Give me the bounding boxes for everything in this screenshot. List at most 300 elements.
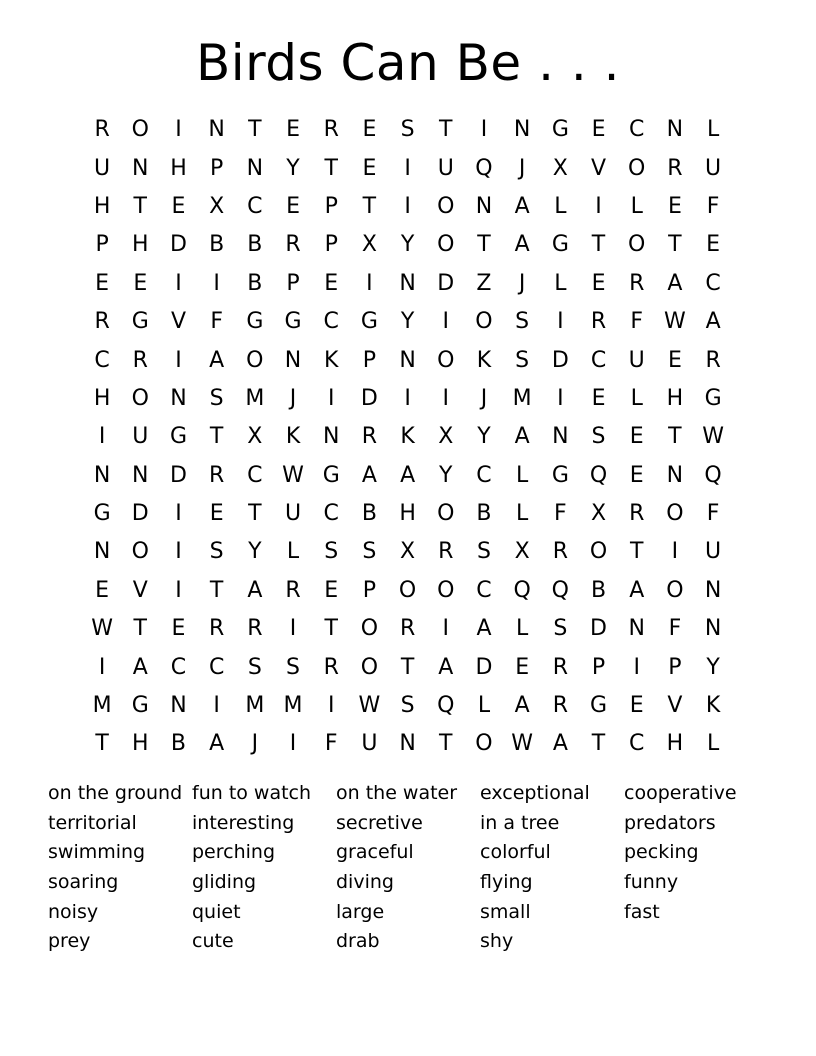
grid-letter[interactable]: I <box>366 270 373 296</box>
grid-letter[interactable]: S <box>515 347 530 373</box>
grid-letter[interactable]: N <box>246 155 264 181</box>
grid-letter[interactable]: H <box>132 232 149 258</box>
grid-letter[interactable]: I <box>480 117 488 143</box>
grid-letter[interactable]: G <box>93 501 111 527</box>
grid-letter[interactable]: F <box>706 193 720 219</box>
grid-letter[interactable]: I <box>289 616 297 642</box>
grid-letter[interactable]: V <box>132 577 148 603</box>
grid-letter[interactable]: I <box>175 577 182 603</box>
grid-letter[interactable]: O <box>437 193 455 219</box>
grid-letter[interactable]: C <box>705 270 721 296</box>
grid-letter[interactable]: W <box>282 462 304 488</box>
grid-letter[interactable]: A <box>514 424 530 450</box>
grid-letter[interactable]: O <box>437 347 455 373</box>
grid-letter[interactable]: Q <box>475 155 493 181</box>
grid-letter[interactable]: T <box>439 731 453 757</box>
grid-letter[interactable]: E <box>706 232 721 258</box>
grid-letter[interactable]: N <box>284 347 302 373</box>
grid-letter[interactable]: T <box>324 616 338 642</box>
grid-letter[interactable]: S <box>324 539 339 565</box>
grid-letter[interactable]: V <box>591 155 607 181</box>
grid-letter[interactable]: R <box>552 693 568 719</box>
grid-letter[interactable]: A <box>438 654 454 680</box>
grid-letter[interactable]: A <box>476 616 492 642</box>
grid-letter[interactable]: E <box>591 117 606 143</box>
grid-letter[interactable]: R <box>323 654 339 680</box>
grid-letter[interactable]: E <box>667 347 682 373</box>
grid-letter[interactable]: A <box>209 347 225 373</box>
grid-letter[interactable]: N <box>170 693 187 719</box>
grid-letter[interactable]: Y <box>439 462 453 488</box>
word-list-item: graceful <box>336 841 414 864</box>
grid-letter[interactable]: C <box>590 347 607 373</box>
grid-letter[interactable]: B <box>247 270 263 296</box>
grid-letter[interactable]: L <box>554 270 567 296</box>
grid-letter[interactable]: I <box>289 731 297 757</box>
grid-letter[interactable]: A <box>514 193 530 219</box>
grid-letter[interactable]: L <box>630 385 643 411</box>
grid-letter[interactable]: T <box>248 117 262 143</box>
grid-letter[interactable]: R <box>552 539 568 565</box>
grid-letter[interactable]: D <box>590 616 607 642</box>
grid-letter[interactable]: O <box>628 155 646 181</box>
grid-letter[interactable]: T <box>133 616 147 642</box>
grid-letter[interactable]: L <box>516 462 529 488</box>
grid-letter[interactable]: C <box>629 731 645 757</box>
grid-letter[interactable]: L <box>516 616 529 642</box>
grid-letter[interactable]: H <box>399 501 416 527</box>
grid-letter[interactable]: E <box>171 193 186 219</box>
grid-letter[interactable]: G <box>551 462 569 488</box>
grid-letter[interactable]: G <box>704 385 722 411</box>
grid-letter[interactable]: S <box>400 117 415 143</box>
grid-letter[interactable]: H <box>132 731 149 757</box>
grid-letter[interactable]: S <box>362 539 377 565</box>
grid-letter[interactable]: X <box>361 232 377 258</box>
grid-letter[interactable]: I <box>98 654 106 680</box>
grid-letter[interactable]: M <box>283 693 303 719</box>
grid-letter[interactable]: B <box>247 232 263 258</box>
grid-letter[interactable]: I <box>557 309 564 335</box>
grid-letter[interactable]: A <box>209 731 225 757</box>
grid-letter[interactable]: O <box>360 616 379 642</box>
grid-letter[interactable]: I <box>671 539 679 565</box>
grid-letter[interactable]: D <box>169 462 187 488</box>
grid-letter[interactable]: U <box>705 539 722 565</box>
grid-letter[interactable]: R <box>438 539 454 565</box>
grid-letter[interactable]: U <box>132 424 149 450</box>
grid-letter[interactable]: T <box>209 577 224 603</box>
grid-letter[interactable]: R <box>705 347 721 373</box>
grid-letter[interactable]: P <box>324 193 338 219</box>
grid-letter[interactable]: P <box>362 347 377 373</box>
grid-letter[interactable]: C <box>94 347 110 373</box>
grid-letter[interactable]: Q <box>437 693 455 719</box>
grid-letter[interactable]: T <box>209 424 224 450</box>
grid-letter[interactable]: E <box>95 577 110 603</box>
grid-letter[interactable]: N <box>322 424 340 450</box>
grid-letter[interactable]: D <box>437 270 455 296</box>
grid-letter[interactable]: F <box>554 501 567 527</box>
grid-letter[interactable]: R <box>94 309 110 335</box>
grid-letter[interactable]: H <box>666 731 684 757</box>
grid-letter[interactable]: I <box>595 193 602 219</box>
grid-letter[interactable]: S <box>286 654 301 680</box>
grid-letter[interactable]: O <box>589 539 608 565</box>
grid-letter[interactable]: E <box>209 501 224 527</box>
grid-letter[interactable]: N <box>93 462 111 488</box>
grid-letter[interactable]: E <box>362 155 377 181</box>
grid-letter[interactable]: P <box>286 270 300 296</box>
grid-letter[interactable]: B <box>590 577 607 603</box>
grid-letter[interactable]: T <box>668 424 682 450</box>
grid-letter[interactable]: O <box>246 347 264 373</box>
grid-letter[interactable]: K <box>324 347 339 373</box>
grid-letter[interactable]: U <box>705 155 722 181</box>
grid-letter[interactable]: E <box>324 577 339 603</box>
grid-letter[interactable]: B <box>170 731 187 757</box>
grid-letter[interactable]: F <box>706 501 720 527</box>
grid-letter[interactable]: R <box>629 270 645 296</box>
grid-letter[interactable]: V <box>667 693 683 719</box>
grid-letter[interactable]: M <box>245 693 265 719</box>
grid-letter[interactable]: O <box>437 232 455 258</box>
grid-letter[interactable]: U <box>361 731 378 757</box>
grid-letter[interactable]: I <box>633 654 640 680</box>
grid-letter[interactable]: R <box>399 616 416 642</box>
grid-letter[interactable]: M <box>512 385 532 411</box>
grid-letter[interactable]: L <box>516 501 529 527</box>
grid-letter[interactable]: E <box>629 693 644 719</box>
grid-letter[interactable]: C <box>629 117 645 143</box>
grid-letter[interactable]: L <box>554 193 567 219</box>
grid-letter[interactable]: P <box>324 232 338 258</box>
grid-letter[interactable]: I <box>404 385 411 411</box>
grid-letter[interactable]: Y <box>400 309 415 335</box>
grid-letter[interactable]: N <box>132 462 149 488</box>
word-list-item: drab <box>336 930 380 953</box>
grid-letter[interactable]: H <box>170 155 187 181</box>
word-list-item: interesting <box>192 811 295 834</box>
grid-letter[interactable]: U <box>94 155 111 181</box>
grid-letter[interactable]: T <box>95 731 109 757</box>
grid-letter[interactable]: Q <box>551 577 569 603</box>
grid-letter[interactable]: F <box>210 309 223 335</box>
grid-letter[interactable]: E <box>667 193 682 219</box>
word-list-item: on the ground <box>48 782 183 805</box>
grid-row <box>83 687 733 725</box>
grid-letter[interactable]: E <box>591 270 606 296</box>
grid-letter[interactable]: W <box>511 731 534 757</box>
grid-letter[interactable]: P <box>591 654 606 680</box>
word-search-grid <box>83 111 733 764</box>
grid-letter[interactable]: E <box>591 385 606 411</box>
grid-letter[interactable]: G <box>551 117 569 143</box>
grid-letter[interactable]: C <box>323 309 339 335</box>
grid-letter[interactable]: O <box>666 577 684 603</box>
grid-letter[interactable]: R <box>323 117 339 143</box>
grid-letter[interactable]: N <box>704 616 722 642</box>
grid-letter[interactable]: P <box>668 654 682 680</box>
grid-letter[interactable]: H <box>93 193 111 219</box>
grid-letter[interactable]: X <box>514 539 530 565</box>
grid-letter[interactable]: I <box>557 385 564 411</box>
grid-letter[interactable]: T <box>324 155 338 181</box>
grid-letter[interactable]: X <box>438 424 454 450</box>
grid-letter[interactable]: I <box>175 347 182 373</box>
grid-letter[interactable]: N <box>704 577 722 603</box>
grid-letter[interactable]: S <box>400 693 415 719</box>
grid-letter[interactable]: G <box>360 309 378 335</box>
grid-letter[interactable]: J <box>518 155 526 181</box>
grid-letter[interactable]: T <box>439 117 453 143</box>
grid-letter[interactable]: X <box>590 501 607 527</box>
grid-letter[interactable]: S <box>209 385 224 411</box>
grid-letter[interactable]: P <box>95 232 109 258</box>
grid-letter[interactable]: T <box>591 731 606 757</box>
grid-letter[interactable]: K <box>705 693 721 719</box>
grid-letter[interactable]: U <box>437 155 454 181</box>
grid-letter[interactable]: L <box>706 117 720 143</box>
grid-letter[interactable]: T <box>591 232 606 258</box>
grid-letter[interactable]: A <box>514 693 530 719</box>
grid-letter[interactable]: N <box>628 616 645 642</box>
grid-letter[interactable]: N <box>399 270 416 296</box>
grid-letter[interactable]: G <box>551 232 569 258</box>
grid-letter[interactable]: F <box>324 731 338 757</box>
grid-letter[interactable]: G <box>590 693 608 719</box>
grid-letter[interactable]: L <box>706 731 720 757</box>
grid-letter[interactable]: A <box>552 731 568 757</box>
grid-letter[interactable]: I <box>327 693 335 719</box>
grid-letter[interactable]: B <box>209 232 225 258</box>
grid-letter[interactable]: H <box>93 385 111 411</box>
grid-letter[interactable]: O <box>131 385 149 411</box>
grid-letter[interactable]: O <box>437 501 455 527</box>
grid-letter[interactable]: Z <box>476 270 492 296</box>
grid-letter[interactable]: O <box>131 539 149 565</box>
grid-letter[interactable]: A <box>361 462 377 488</box>
grid-letter[interactable]: R <box>209 462 225 488</box>
grid-letter[interactable]: N <box>552 424 569 450</box>
grid-letter[interactable]: O <box>628 232 646 258</box>
grid-letter[interactable]: Y <box>706 654 720 680</box>
grid-letter[interactable]: O <box>475 309 493 335</box>
grid-letter[interactable]: C <box>476 462 492 488</box>
grid-letter[interactable]: J <box>289 385 297 411</box>
grid-letter[interactable]: I <box>442 309 450 335</box>
grid-letter[interactable]: W <box>664 309 686 335</box>
grid-letter[interactable]: R <box>247 616 263 642</box>
grid-letter[interactable]: A <box>132 654 148 680</box>
grid-letter[interactable]: R <box>285 577 301 603</box>
grid-letter[interactable]: X <box>209 193 225 219</box>
grid-letter[interactable]: A <box>629 577 645 603</box>
grid-letter[interactable]: J <box>518 270 526 296</box>
grid-letter[interactable]: A <box>667 270 683 296</box>
grid-letter[interactable]: X <box>552 155 568 181</box>
grid-letter[interactable]: T <box>133 193 147 219</box>
grid-letter[interactable]: E <box>515 654 530 680</box>
grid-letter[interactable]: K <box>476 347 492 373</box>
grid-letter[interactable]: J <box>251 731 259 757</box>
grid-letter[interactable]: L <box>630 193 643 219</box>
grid-letter[interactable]: R <box>285 232 301 258</box>
grid-letter[interactable]: P <box>210 155 224 181</box>
grid-letter[interactable]: V <box>170 309 186 335</box>
grid-letter[interactable]: T <box>248 501 262 527</box>
grid-letter[interactable]: E <box>324 270 339 296</box>
grid-letter[interactable]: U <box>628 347 645 373</box>
grid-letter[interactable]: O <box>437 577 455 603</box>
grid-letter[interactable]: N <box>475 193 493 219</box>
grid-letter[interactable]: N <box>399 731 416 757</box>
grid-letter[interactable]: T <box>477 232 491 258</box>
grid-letter[interactable]: N <box>399 347 416 373</box>
grid-letter[interactable]: G <box>322 462 340 488</box>
grid-letter[interactable]: P <box>362 577 377 603</box>
grid-letter[interactable]: I <box>98 424 106 450</box>
grid-letter[interactable]: M <box>92 693 112 719</box>
grid-letter[interactable]: S <box>591 424 606 450</box>
grid-letter[interactable]: C <box>247 462 263 488</box>
grid-letter[interactable]: E <box>362 117 377 143</box>
grid-letter[interactable]: C <box>170 654 187 680</box>
grid-letter[interactable]: S <box>553 616 568 642</box>
grid-letter[interactable]: B <box>361 501 377 527</box>
grid-letter[interactable]: W <box>358 693 381 719</box>
grid-letter[interactable]: G <box>131 309 149 335</box>
grid-letter[interactable]: T <box>400 654 415 680</box>
grid-letter[interactable]: C <box>323 501 339 527</box>
grid-letter[interactable]: D <box>360 385 378 411</box>
grid-letter[interactable]: K <box>285 424 301 450</box>
grid-letter[interactable]: E <box>171 616 186 642</box>
grid-letter[interactable]: E <box>133 270 148 296</box>
grid-letter[interactable]: A <box>400 462 416 488</box>
grid-letter[interactable]: N <box>208 117 225 143</box>
word-list-item: fun to watch <box>192 782 312 805</box>
grid-letter[interactable]: S <box>247 654 262 680</box>
grid-letter[interactable]: C <box>247 193 263 219</box>
grid-letter[interactable]: R <box>94 117 110 143</box>
grid-letter[interactable]: I <box>404 193 411 219</box>
grid-letter[interactable]: S <box>209 539 224 565</box>
grid-letter[interactable]: N <box>93 539 111 565</box>
grid-letter[interactable]: M <box>245 385 265 411</box>
grid-letter[interactable]: E <box>629 462 644 488</box>
grid-letter[interactable]: G <box>284 309 302 335</box>
grid-letter[interactable]: D <box>551 347 569 373</box>
grid-letter[interactable]: N <box>170 385 187 411</box>
grid-letter[interactable]: R <box>132 347 148 373</box>
grid-letter[interactable]: F <box>668 616 682 642</box>
grid-letter[interactable]: G <box>246 309 264 335</box>
grid-letter[interactable]: E <box>286 117 300 143</box>
grid-letter[interactable]: I <box>213 693 220 719</box>
grid-letter[interactable]: G <box>131 693 149 719</box>
grid-letter[interactable]: I <box>327 385 335 411</box>
grid-letter[interactable]: I <box>442 616 450 642</box>
grid-letter[interactable]: O <box>666 501 684 527</box>
grid-letter[interactable]: E <box>629 424 644 450</box>
grid-letter[interactable]: G <box>169 424 187 450</box>
grid-letter[interactable]: C <box>476 577 492 603</box>
grid-letter[interactable]: H <box>666 385 684 411</box>
grid-row <box>83 380 733 418</box>
grid-letter[interactable]: E <box>95 270 110 296</box>
grid-letter[interactable]: W <box>702 424 724 450</box>
grid-letter[interactable]: Y <box>286 155 300 181</box>
grid-letter[interactable]: A <box>514 232 530 258</box>
grid-letter[interactable]: I <box>175 270 182 296</box>
grid-letter[interactable]: K <box>400 424 415 450</box>
grid-letter[interactable]: O <box>360 654 379 680</box>
grid-letter[interactable]: N <box>666 117 684 143</box>
grid-letter[interactable]: R <box>361 424 378 450</box>
grid-letter[interactable]: T <box>668 232 682 258</box>
grid-letter[interactable]: Y <box>248 539 262 565</box>
grid-letter[interactable]: D <box>131 501 149 527</box>
grid-letter[interactable]: R <box>667 155 683 181</box>
grid-letter[interactable]: Q <box>513 577 531 603</box>
grid-letter[interactable]: A <box>705 309 721 335</box>
grid-letter[interactable]: Y <box>477 424 491 450</box>
grid-letter[interactable]: I <box>213 270 220 296</box>
grid-letter[interactable]: D <box>475 654 493 680</box>
grid-letter[interactable]: R <box>209 616 225 642</box>
grid-letter[interactable]: B <box>476 501 492 527</box>
grid-letter[interactable]: J <box>480 385 488 411</box>
grid-letter[interactable]: F <box>630 309 644 335</box>
grid-letter[interactable]: O <box>475 731 493 757</box>
grid-letter[interactable]: X <box>247 424 263 450</box>
grid-letter[interactable]: I <box>175 539 182 565</box>
grid-letter[interactable]: C <box>208 654 225 680</box>
grid-letter[interactable]: Y <box>400 232 415 258</box>
grid-letter[interactable]: L <box>286 539 300 565</box>
grid-letter[interactable]: X <box>400 539 416 565</box>
grid-letter[interactable]: R <box>629 501 645 527</box>
grid-letter[interactable]: N <box>132 155 149 181</box>
grid-letter[interactable]: T <box>629 539 644 565</box>
grid-letter[interactable]: R <box>552 654 568 680</box>
grid-letter[interactable]: I <box>175 501 182 527</box>
grid-letter[interactable]: I <box>442 385 450 411</box>
grid-letter[interactable]: U <box>284 501 302 527</box>
grid-letter[interactable]: N <box>666 462 684 488</box>
grid-letter[interactable]: O <box>131 117 149 143</box>
grid-letter[interactable]: D <box>169 232 187 258</box>
grid-letter[interactable]: N <box>513 117 531 143</box>
grid-letter[interactable]: I <box>175 117 182 143</box>
grid-letter[interactable]: T <box>362 193 377 219</box>
grid-letter[interactable]: O <box>398 577 417 603</box>
grid-row <box>83 725 733 763</box>
grid-letter[interactable]: S <box>515 309 530 335</box>
grid-letter[interactable]: E <box>286 193 300 219</box>
grid-letter[interactable]: A <box>247 577 263 603</box>
grid-row <box>83 648 733 686</box>
grid-letter[interactable]: I <box>404 155 411 181</box>
grid-letter[interactable]: S <box>476 539 491 565</box>
grid-letter[interactable]: Q <box>704 462 722 488</box>
grid-letter[interactable]: R <box>590 309 607 335</box>
grid-letter[interactable]: W <box>91 616 113 642</box>
grid-letter[interactable]: L <box>477 693 491 719</box>
word-list-item: gliding <box>192 871 257 894</box>
grid-letter[interactable]: Q <box>589 462 608 488</box>
